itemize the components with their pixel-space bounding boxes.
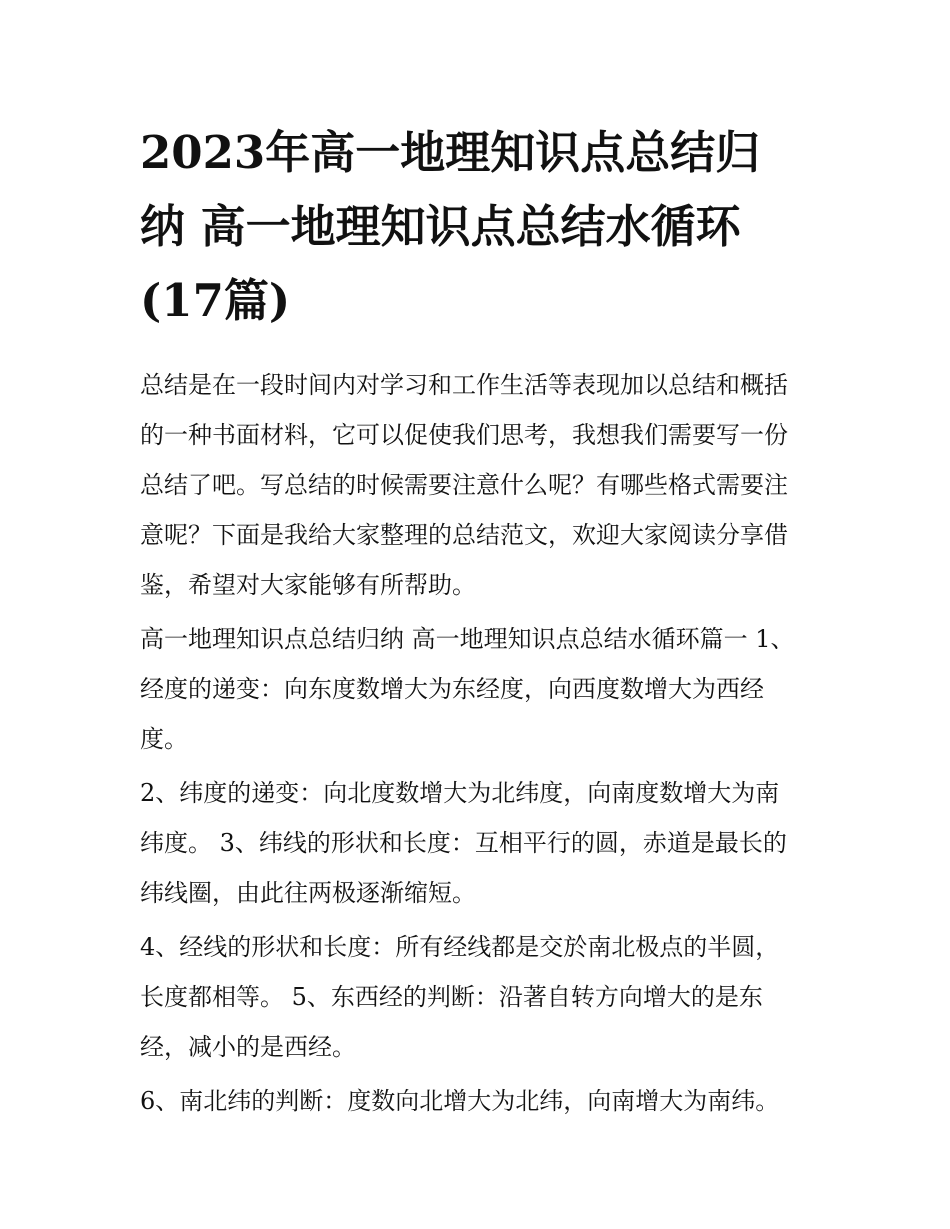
paragraph-latitude-judgment: 6、南北纬的判断：度数向北增大为北纬，向南增大为南纬。 <box>140 1087 780 1115</box>
paragraph-intro: 总结是在一段时间内对学习和工作生活等表现加以总结和概括 的一种书面材料，它可以促使我们思考，我想我们需要写一份 总结了吧。写总结的时候需要注意什么呢？有哪些格式需要注 意呢？下面是我给大家整理的总结范文，欢迎大家阅读分享借 鉴，希望对大家能够有所帮助。 <box>140 371 788 599</box>
paragraph-longitude-change: 高一地理知识点总结归纳 高一地理知识点总结水循环篇一 1、 经度的递变：向东度数增大为东经度，向西度数增大为西经 度。 <box>140 625 795 753</box>
paragraph-meridian-shape: 4、经线的形状和长度：所有经线都是交於南北极点的半圆， 长度都相等。 5、东西经的判断：沿著自转方向增大的是东 经，减小的是西经。 <box>140 933 780 1061</box>
document-body <box>140 116 815 1126</box>
document-title: 2023年高一地理知识点总结归 纳 高一地理知识点总结水循环 (17篇) <box>140 126 761 327</box>
paragraph-latitude-change: 2、纬度的递变：向北度数增大为北纬度，向南度数增大为南 纬度。 3、纬线的形状和长度：互相平行的圆，赤道是最长的 纬线圈，由此往两极逐渐缩短。 <box>140 779 787 907</box>
